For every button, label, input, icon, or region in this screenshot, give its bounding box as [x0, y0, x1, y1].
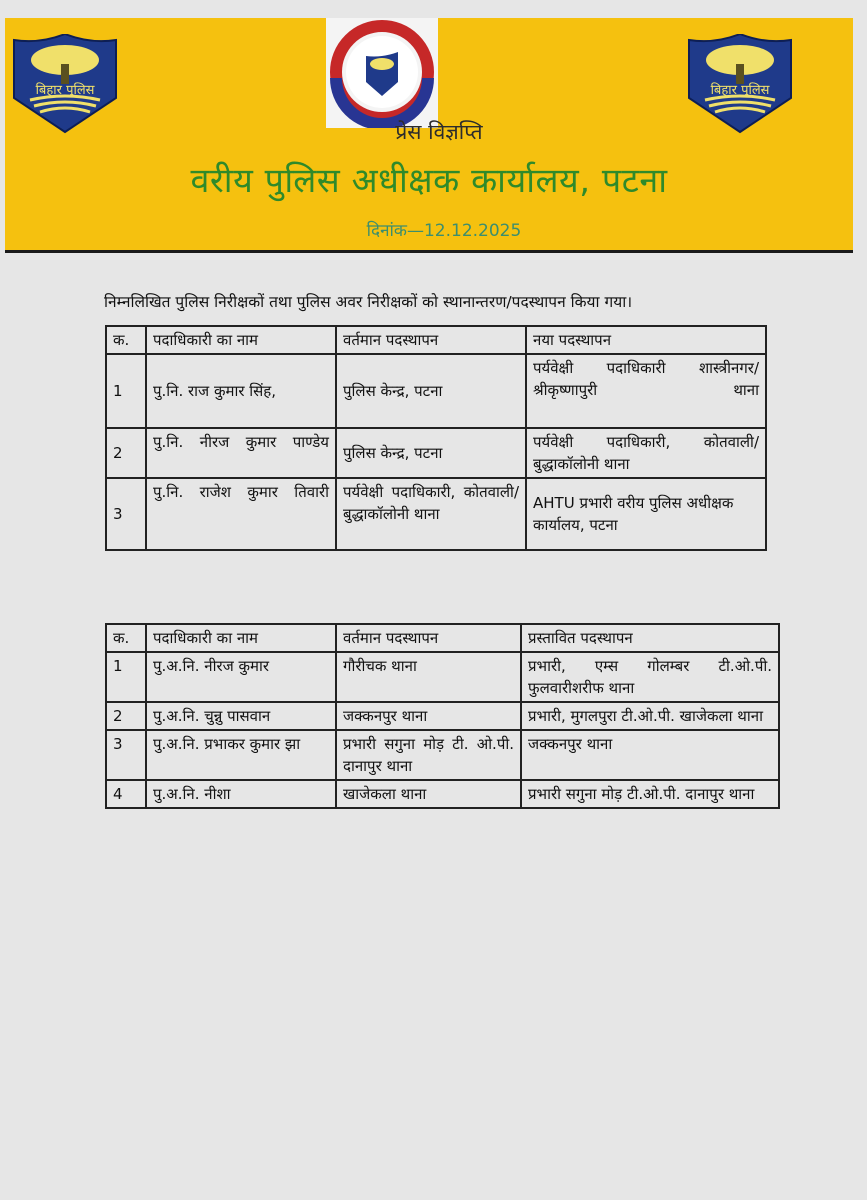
serial: 1 [106, 354, 146, 428]
inspector-transfer-table [105, 325, 767, 551]
current-posting: प्रभारी सगुना मोड़ टी. ओ.पी. दानापुर थाना [336, 730, 521, 780]
sub-inspector-transfer-table [105, 623, 780, 809]
proposed-posting: प्रभारी, एम्स गोलम्बर टी.ओ.पी. फुलवारीशरीफ थाना [521, 652, 779, 702]
officer-name: पु.नि. राजेश कुमार तिवारी [146, 478, 336, 550]
current-posting: पर्यवेक्षी पदाधिकारी, कोतवाली/बुद्धाकॉलोनी थाना [336, 478, 526, 550]
serial: 1 [106, 652, 146, 702]
current-posting: पुलिस केन्द्र, पटना [336, 354, 526, 428]
officer-name: पु.नि. राज कुमार सिंह, [146, 354, 336, 428]
serial: 3 [106, 730, 146, 780]
table-row [106, 780, 779, 808]
officer-name: पु.अ.नि. प्रभाकर कुमार झा [146, 730, 336, 780]
col-serial: क. [106, 326, 146, 354]
table-row [106, 478, 766, 550]
current-posting: खाजेकला थाना [336, 780, 521, 808]
current-posting: जक्कनपुर थाना [336, 702, 521, 730]
table-row [106, 652, 779, 702]
officer-name: पु.अ.नि. नीशा [146, 780, 336, 808]
table-row [106, 702, 779, 730]
officer-name: पु.नि. नीरज कुमार पाण्डेय [146, 428, 336, 478]
svg-text:बिहार पुलिस: बिहार पुलिस [710, 83, 770, 98]
col-current-posting: वर्तमान पदस्थापन [336, 624, 521, 652]
col-current-posting: वर्तमान पदस्थापन [336, 326, 526, 354]
table-header-row [106, 624, 779, 652]
serial: 2 [106, 702, 146, 730]
col-name: पदाधिकारी का नाम [146, 624, 336, 652]
svg-text:बिहार पुलिस: बिहार पुलिस [35, 83, 95, 98]
serial: 4 [106, 780, 146, 808]
current-posting: पुलिस केन्द्र, पटना [336, 428, 526, 478]
col-new-posting: नया पदस्थापन [526, 326, 766, 354]
col-serial: क. [106, 624, 146, 652]
table-row [106, 354, 766, 428]
serial: 3 [106, 478, 146, 550]
header-banner [5, 18, 853, 253]
center-logo [326, 18, 438, 128]
current-posting: गौरीचक थाना [336, 652, 521, 702]
proposed-posting: प्रभारी, मुगलपुरा टी.ओ.पी. खाजेकला थाना [521, 702, 779, 730]
table-header-row [106, 326, 766, 354]
press-release-label: प्रेस विज्ञप्ति [395, 120, 483, 144]
col-name: पदाधिकारी का नाम [146, 326, 336, 354]
col-proposed-posting: प्रस्तावित पदस्थापन [521, 624, 779, 652]
serial: 2 [106, 428, 146, 478]
officer-name: पु.अ.नि. नीरज कुमार [146, 652, 336, 702]
new-posting: पर्यवेक्षी पदाधिकारी, कोतवाली/ बुद्धाकॉलोनी थाना [526, 428, 766, 478]
table-row [106, 428, 766, 478]
proposed-posting: जक्कनपुर थाना [521, 730, 779, 780]
officer-name: पु.अ.नि. चुन्नु पासवान [146, 702, 336, 730]
police-seal-icon [326, 18, 438, 128]
office-title: वरीय पुलिस अधीक्षक कार्यालय, पटना [190, 161, 668, 201]
release-date: दिनांक—12.12.2025 [366, 221, 522, 241]
proposed-posting: प्रभारी सगुना मोड़ टी.ओ.पी. दानापुर थाना [521, 780, 779, 808]
new-posting: AHTU प्रभारी वरीय पुलिस अधीक्षक कार्यालय, पटना [526, 478, 766, 550]
new-posting: पर्यवेक्षी पदाधिकारी शास्त्रीनगर/ श्रीकृष्णापुरी थाना [526, 354, 766, 428]
table-row [106, 730, 779, 780]
intro-text: निम्नलिखित पुलिस निरीक्षकों तथा पुलिस अवर निरीक्षकों को स्थानान्तरण/पदस्थापन किया गया। [104, 293, 633, 311]
